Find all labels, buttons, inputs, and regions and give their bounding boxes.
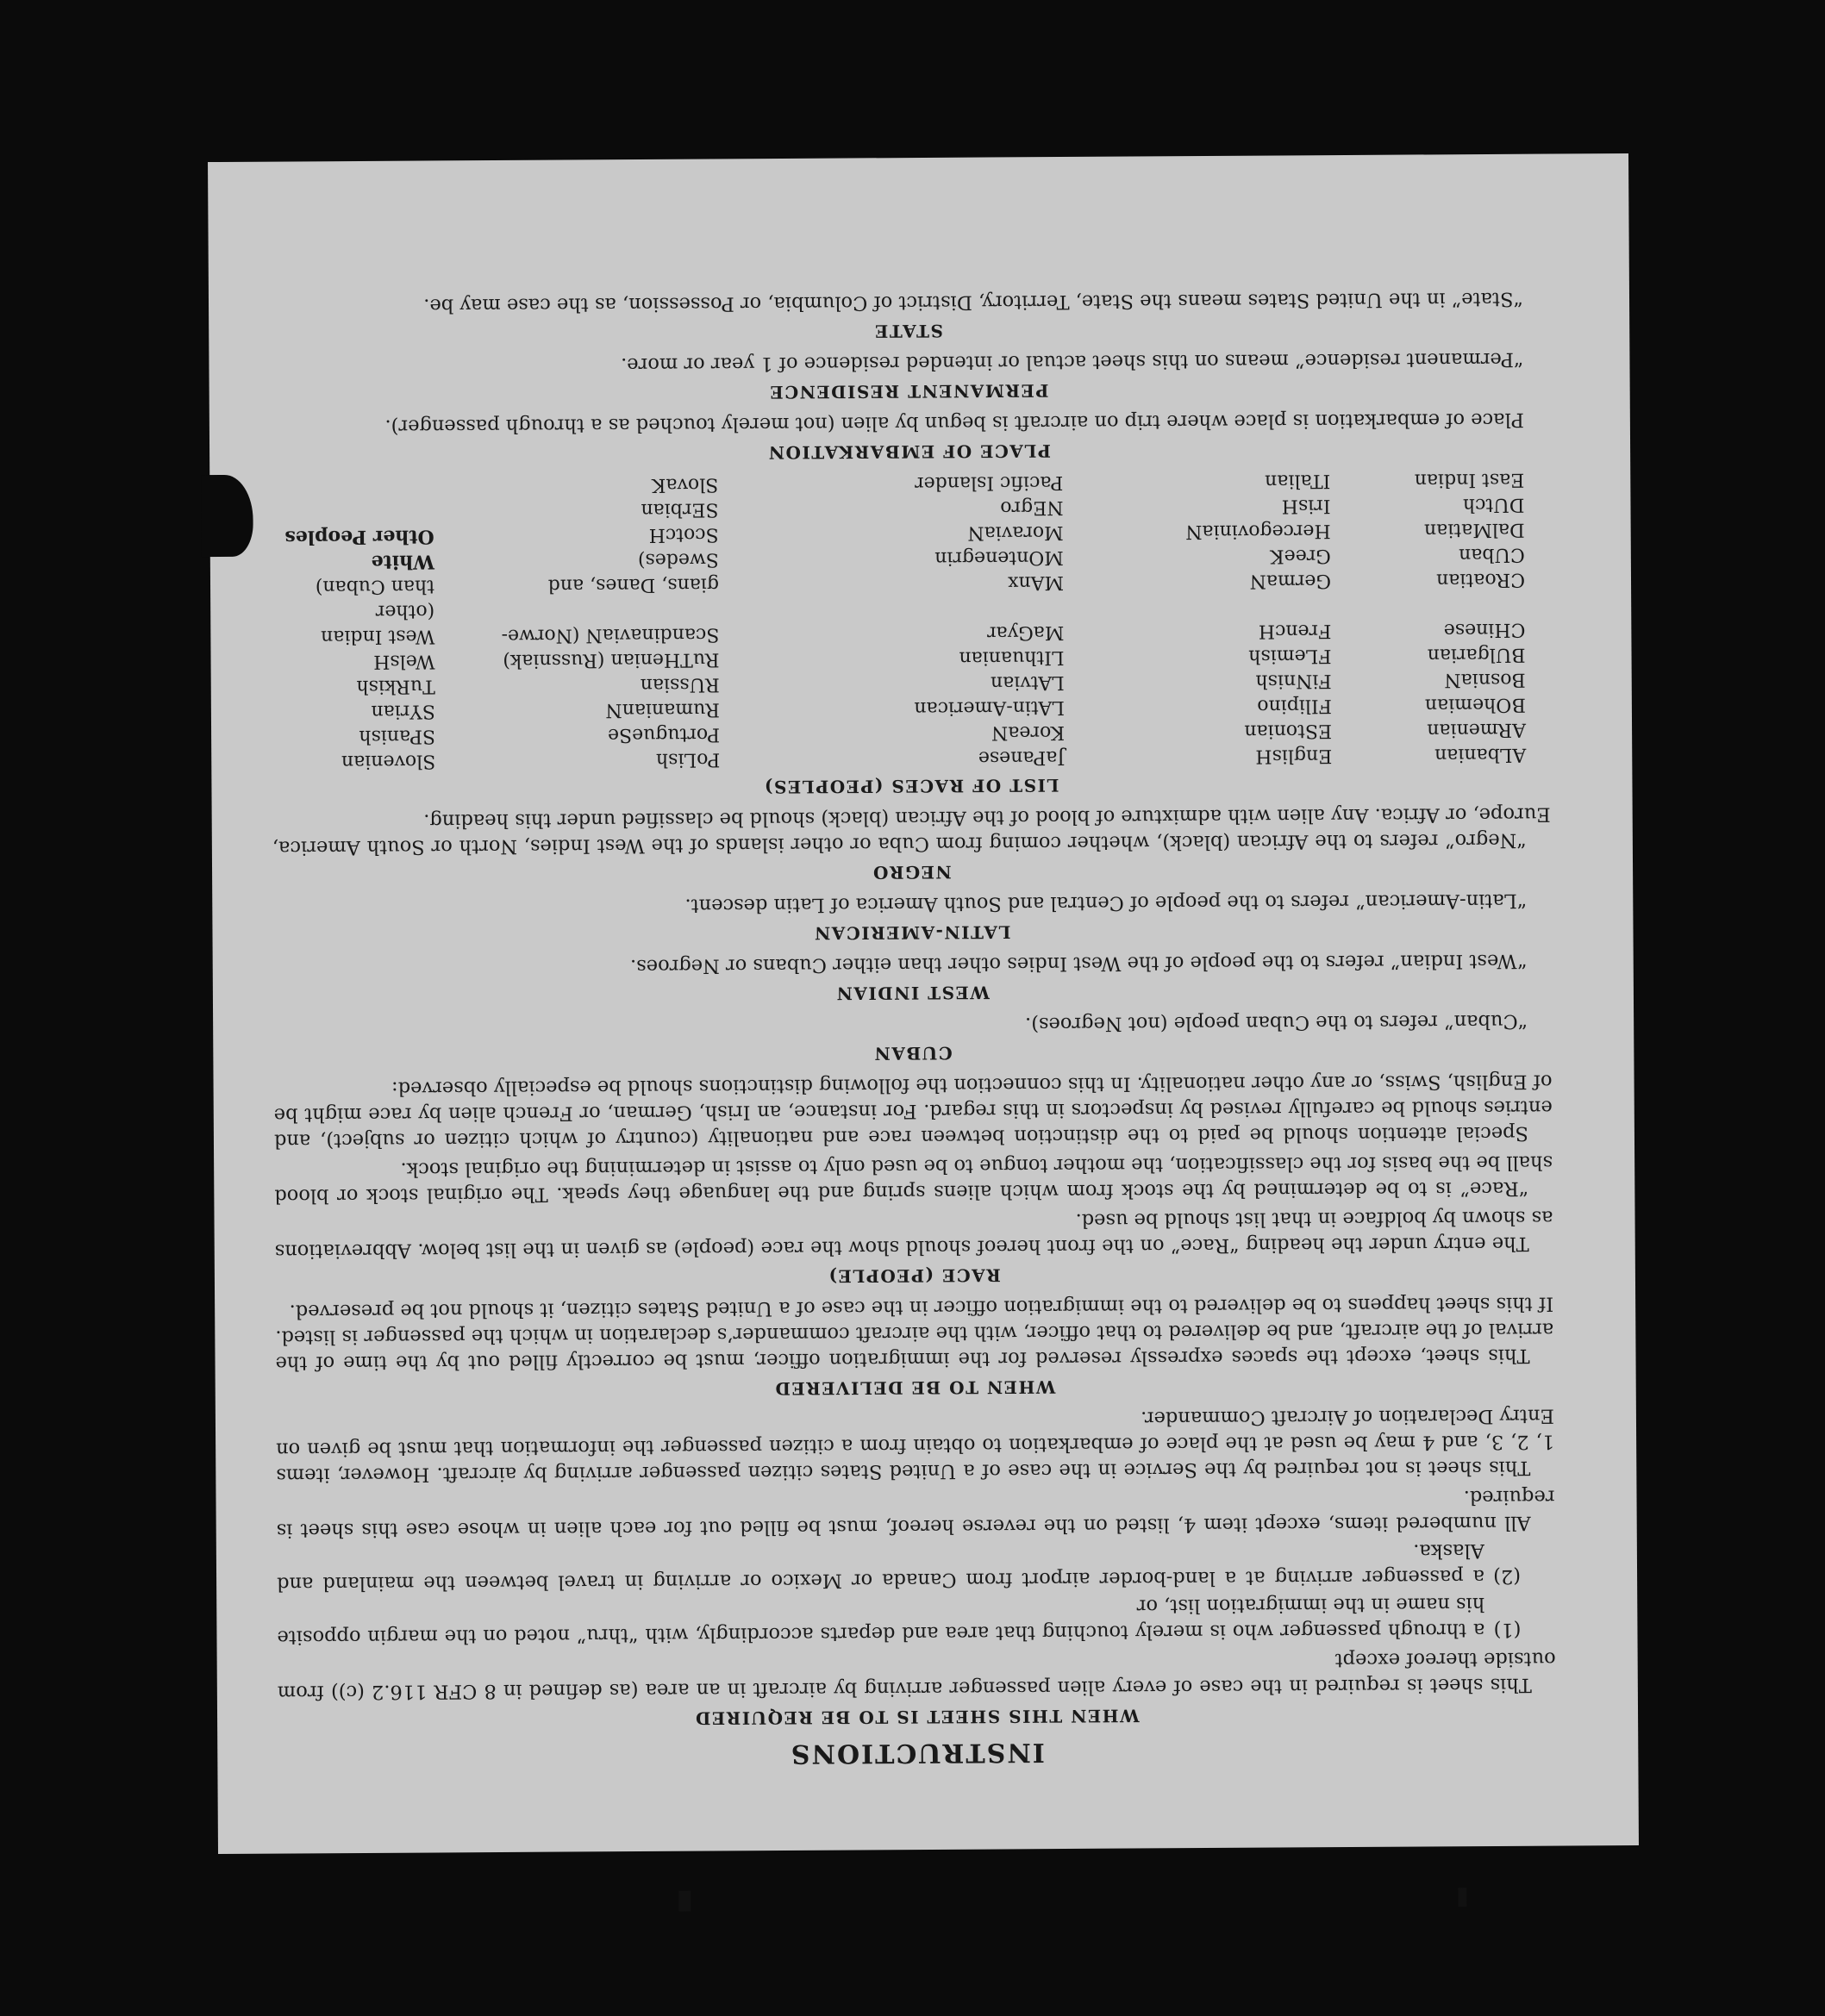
race-entry: BosniaN: [1444, 668, 1526, 691]
paragraph: Special attention should be paid to the distinction between race and nationality (country of which citizen or subject), and entries should be carefully revised by inspectors in this regard. For instance, an Irish, German, or French alien by race might be of English, Swiss, or any other nationality. In this connection the following distinctions should be especially observed:: [273, 1070, 1553, 1152]
scan-mark: [1458, 1888, 1466, 1907]
paragraph: Place of embarkation is place where trip on aircraft is begun by alien (not merely touched as a through passenger).: [384, 408, 1524, 438]
paragraph: “West Indian” refers to the people of the West Indies other than either Cubans or Negroes.: [629, 949, 1528, 978]
page-title: INSTRUCTIONS: [789, 1737, 1045, 1769]
race-entry: RUssian: [640, 673, 720, 696]
list-text: a through passenger who is merely touching that area and departs accordingly, with “thru” noted on the margin opposite his name in the immigration list, or: [277, 1593, 1485, 1649]
paragraph: “Cuban” refers to the Cuban people (not Negroes).: [1024, 1009, 1528, 1036]
scan-mark: [678, 1891, 691, 1912]
paragraph: “Race” is to be determined by the stock from which aliens spring and the language they speak. The original stock or blood shall be the basis for the classification, the mother tongue to be used only to assist in determining the original stock.: [274, 1151, 1553, 1208]
race-entry: FLemish: [1248, 645, 1332, 667]
list-number: (1): [1493, 1618, 1522, 1641]
section-heading: RACE (PEOPLE): [827, 1264, 1001, 1287]
race-entry: PortugueSe: [607, 723, 721, 746]
race-entry: MOntenegrin: [934, 546, 1064, 569]
paragraph: The entry under the heading “Race” on the front hereof should show the race (people) as given in the list below. Abbreviations as shown by boldface in that list should be used.: [274, 1206, 1553, 1263]
race-entry: Other Peoples: [284, 525, 434, 549]
race-entry: ALbanian: [1434, 743, 1527, 766]
race-entry: gians, Danes, and: [547, 573, 720, 596]
list-text: a passenger arriving at a land-border airport from Canada or Mexico or arriving in travel between the mainland and Alaska.: [277, 1539, 1485, 1595]
race-entry: FrencH: [1258, 620, 1332, 642]
section-heading: STATE: [873, 320, 943, 342]
section-heading: WEST INDIAN: [835, 982, 990, 1004]
list-item: [277, 1591, 1521, 1651]
race-entry: CUban: [1459, 543, 1525, 566]
race-entry: NEgro: [1000, 496, 1064, 519]
race-entry: [270, 498, 434, 524]
race-entry: PoLish: [655, 748, 721, 771]
race-entry: IrisH: [1281, 495, 1331, 517]
race-entry: LAtvian: [990, 671, 1065, 694]
race-entry: TuRkish: [356, 675, 435, 698]
race-entry: RumanianN: [605, 698, 720, 721]
race-entry: BOhemian: [1424, 693, 1526, 716]
paragraph: “Negro” refers to the African (black), whether coming from Cuba or other islands of the West Indies, North or South America, Europe, or Africa. Any alien with admixture of blood of the African (black) should be classified under this heading.: [272, 802, 1551, 859]
list-item: [277, 1538, 1521, 1597]
race-entry: than Cuban): [315, 575, 435, 598]
race-entry: DalMatian: [1423, 518, 1525, 541]
torn-edge: [201, 475, 253, 557]
paragraph: This sheet, except the spaces expressly reserved for the immigration officer, must be correctly filled out by the time of the arrival of the aircraft, and be delivered to that officer, with the aircraft commander’s declaration in which the passenger is listed. If this sheet happens to be delivered to the immigration officer in the case of a United States citizen, it should not be preserved.: [275, 1292, 1554, 1375]
races-table: [270, 467, 1526, 775]
race-entry: CHinese: [1443, 618, 1526, 641]
race-entry: FiNnish: [1255, 670, 1332, 692]
paragraph: All numbered items, except item 4, listed on the reverse hereof, must be filled out for each alien in whose case this sheet is required.: [276, 1485, 1555, 1542]
section-heading: LATIN-AMERICAN: [813, 921, 1011, 944]
race-entry: JaPanese: [978, 746, 1066, 769]
race-entry: BUlgarian: [1427, 643, 1526, 666]
race-entry: Swedes): [637, 548, 719, 571]
race-entry: White: [371, 550, 434, 573]
race-entry: ScandinaviaN (Norwe-: [501, 623, 720, 646]
paragraph: “Latin-American” refers to the people of Central and South America of Latin descent.: [684, 889, 1528, 917]
race-entry: RuTHenian (Russniak): [503, 648, 720, 671]
race-entry: SErbian: [641, 498, 719, 521]
race-entry: MAnx: [1007, 571, 1065, 594]
race-entry: Slovenian: [341, 750, 436, 773]
race-entry: East Indian: [1414, 468, 1525, 491]
race-entry: SPanish: [359, 725, 436, 747]
race-entry: SYrian: [371, 700, 435, 722]
race-entry: EStonian: [1244, 720, 1333, 742]
section-heading: PERMANENT RESIDENCE: [768, 380, 1049, 403]
list-number: (2): [1493, 1564, 1522, 1588]
paragraph: “Permanent residence” means on this sheet actual or intended residence of 1 year or more.: [621, 347, 1524, 377]
section-heading: CUBAN: [872, 1042, 953, 1064]
paragraph: “State” in the United States means the State, Territory, District of Columbia, or Possession, as the case may be.: [423, 287, 1524, 317]
race-entry: LAtin-American: [914, 696, 1065, 720]
races-heading: LIST OF RACES (PEOPLES): [763, 775, 1059, 798]
race-entry: KoreaN: [991, 721, 1066, 744]
race-entry: West Indian (other: [321, 600, 435, 648]
section-heading: WHEN TO BE DELIVERED: [774, 1376, 1056, 1400]
race-entry: GermaN: [1249, 570, 1332, 592]
race-entry: LIthuanian: [959, 646, 1065, 669]
race-entry: ARmenian: [1427, 718, 1527, 741]
race-entry: EnglisH: [1255, 745, 1333, 767]
race-entry: Pacific Islander: [915, 471, 1064, 495]
race-entry: WelsH: [373, 650, 435, 672]
paragraph: This sheet is not required by the Service in the case of a United States citizen passenger arriving by aircraft. However, items 1, 2, 3, and 4 may be used at the place of embarkation to obtain from a citizen passenger the information that must be given on Entry Declaration of Aircraft Commander.: [276, 1404, 1555, 1487]
race-entry: CRoatian: [1436, 568, 1526, 591]
race-entry: SlovaK: [651, 473, 719, 496]
race-entry: MaGyar: [987, 621, 1065, 644]
race-entry: GreeK: [1270, 545, 1331, 567]
paragraph: This sheet is required in the case of every alien passenger arriving by aircraft in an area (as defined in 8 CFR 116.2 (c)) from outside thereof except: [277, 1647, 1556, 1704]
section-heading: PLACE OF EMBARKATION: [767, 440, 1052, 464]
race-entry: [270, 473, 434, 499]
section-heading: WHEN THIS SHEET IS TO BE REQUIRED: [694, 1705, 1140, 1729]
scanned-page: [208, 153, 1639, 1854]
race-entry: FIlipino: [1257, 695, 1332, 717]
race-entry: DUtch: [1462, 493, 1525, 516]
race-entry: ITalian: [1265, 470, 1331, 492]
race-entry: MoraviaN: [967, 521, 1064, 544]
section-heading: NEGRO: [872, 861, 952, 883]
race-entry: ScotcH: [648, 523, 719, 546]
race-entry: HercegoviniaN: [1185, 520, 1331, 543]
